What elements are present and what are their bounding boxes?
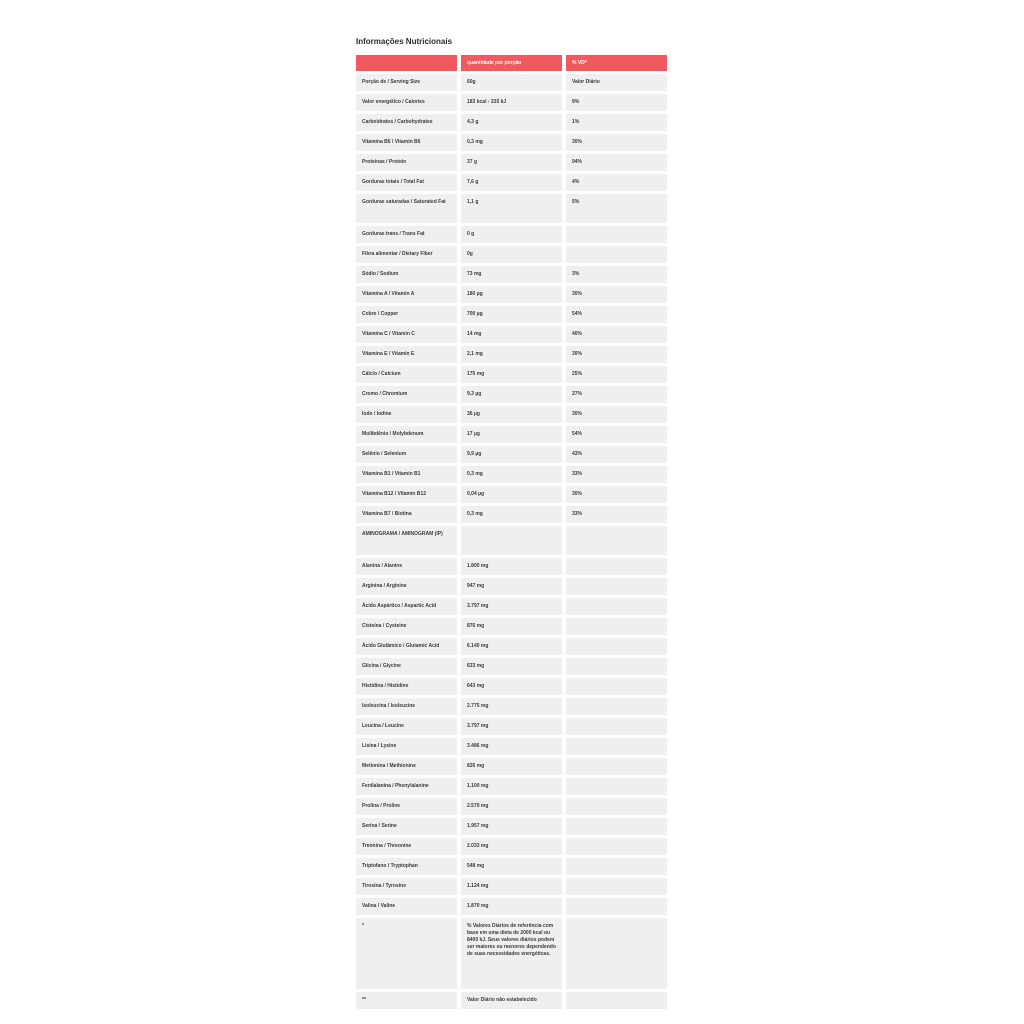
table-cell-dv [566,74,667,91]
table-cell-dv [566,386,667,403]
table-cell-amount [461,598,562,615]
table-cell-name [356,286,457,303]
table-cell-dv [566,154,667,171]
cell-text: Carboidratos / Carbohydrates [362,119,433,125]
table-cell-amount [461,366,562,383]
table-cell-dv [566,286,667,303]
table-cell-name [356,134,457,151]
cell-text: Valina / Valine [362,903,396,909]
table-cell-name [356,678,457,695]
table-cell-amount [461,618,562,635]
table-cell-amount [461,778,562,795]
table-cell-amount [461,74,562,91]
table-cell-name [356,618,457,635]
cell-text: Gorduras trans / Trans Fat [362,231,425,237]
cell-text: 633 mg [467,663,485,669]
table-cell-amount [461,426,562,443]
cell-text: Cobre / Copper [362,311,399,317]
table-cell-name [356,898,457,915]
cell-text: 1.870 mg [467,903,489,909]
cell-text: 3.797 mg [467,723,489,729]
cell-text: Arginina / Arginine [362,583,407,589]
cell-text: 9% [572,99,580,105]
cell-text: 0 g [467,231,475,237]
table-cell-dv [566,466,667,483]
cell-text: 183 kcal - 335 kJ [467,99,507,105]
cell-text: Iodo / Iodine [362,411,392,417]
cell-text: Sódio / Sodium [362,271,399,277]
cell-text: 5% [572,199,580,205]
cell-text: 43% [572,451,583,457]
cell-text: * [362,923,364,929]
cell-text: Gorduras saturadas / Saturated Fat [362,199,446,205]
table-cell-amount [461,678,562,695]
cell-text: 0,04 µg [467,491,485,497]
table-cell-dv [566,992,667,1009]
cell-text: Valor Diário não estabelecido [467,997,537,1003]
cell-text: 1.800 mg [467,563,489,569]
cell-text: 30% [572,491,583,497]
table-cell-name [356,94,457,111]
nutrition-info [356,36,667,1009]
cell-text: 54% [572,311,583,317]
nutrition-table [356,55,667,1009]
table-cell-name [356,346,457,363]
cell-text: 17 µg [467,431,480,437]
cell-text: Porção de / Serving Size [362,79,421,85]
table-cell-name [356,446,457,463]
cell-text: Selênio / Selenium [362,451,407,457]
table-cell-name [356,638,457,655]
table-cell-dv [566,818,667,835]
cell-text: Ácido Aspártico / Aspartic Acid [362,603,437,609]
table-cell-name [356,992,457,1009]
cell-text: Vitamina B7 / Biotina [362,511,412,517]
cell-text: 40% [572,331,583,337]
table-cell-amount [461,658,562,675]
cell-text: Leucina / Leucine [362,723,404,729]
cell-text: 2.775 mg [467,703,489,709]
table-cell-dv [566,486,667,503]
cell-text: 947 mg [467,583,485,589]
header-daily-value [566,55,667,71]
table-cell-dv [566,758,667,775]
table-cell-dv [566,506,667,523]
table-cell-name [356,778,457,795]
table-cell-dv [566,738,667,755]
cell-text: 2.033 mg [467,843,489,849]
table-cell-dv [566,406,667,423]
cell-text: 9,3 µg [467,391,482,397]
cell-text: Histidina / Histidine [362,683,409,689]
table-cell-amount [461,466,562,483]
table-cell-dv [566,226,667,243]
table-cell-amount [461,698,562,715]
table-cell-name [356,526,457,555]
table-cell-name [356,738,457,755]
table-cell-amount [461,878,562,895]
cell-text: 1.124 mg [467,883,489,889]
table-cell-dv [566,778,667,795]
cell-text: 1% [572,119,580,125]
cell-text: Fenilalanina / Phenylalanine [362,783,429,789]
header-amount-label: quantidade por porção [467,60,522,66]
cell-text: 548 mg [467,863,485,869]
table-cell-dv [566,194,667,223]
table-cell-amount [461,578,562,595]
table-cell-name [356,486,457,503]
table-cell-dv [566,526,667,555]
cell-text: 33% [572,471,583,477]
cell-text: Metionina / Methionine [362,763,416,769]
table-cell-name [356,698,457,715]
cell-text: Serina / Serine [362,823,397,829]
table-cell-amount [461,194,562,223]
table-cell-amount [461,94,562,111]
table-cell-name [356,578,457,595]
table-cell-name [356,386,457,403]
cell-text: 7,6 g [467,179,479,185]
cell-text: Molibdênio / Molybdenum [362,431,424,437]
table-cell-name [356,74,457,91]
table-cell-dv [566,858,667,875]
cell-text: 30% [572,291,583,297]
table-cell-amount [461,718,562,735]
table-cell-amount [461,386,562,403]
cell-text: 37 g [467,159,478,165]
table-cell-name [356,366,457,383]
cell-text: Treonina / Threonine [362,843,412,849]
cell-text: 94% [572,159,583,165]
cell-text: Isoleucina / Isoleucine [362,703,416,709]
table-cell-amount [461,266,562,283]
table-cell-dv [566,266,667,283]
header-nutrient [356,55,457,71]
cell-text: % Valores Diários de referência com base em uma dieta de 2000 kcal ou 8400 kJ. Seus valores diários podem ser maiores ou menores dependendo de suas necessidades energéticas. [467,923,556,957]
table-cell-name [356,838,457,855]
table-cell-amount [461,246,562,263]
cell-text: 27% [572,391,583,397]
table-cell-amount [461,286,562,303]
cell-text: 4% [572,179,580,185]
table-cell-amount [461,326,562,343]
cell-text: Prolina / Proline [362,803,401,809]
table-cell-amount [461,758,562,775]
table-cell-amount [461,858,562,875]
table-cell-dv [566,426,667,443]
cell-text: 876 mg [467,623,485,629]
table-cell-amount [461,798,562,815]
table-cell-amount [461,918,562,989]
table-cell-name [356,818,457,835]
cell-text: Vitamina B12 / Vitamin B12 [362,491,427,497]
table-cell-dv [566,678,667,695]
table-cell-amount [461,526,562,555]
header-amount [461,55,562,71]
table-cell-name [356,758,457,775]
cell-text: Valor energético / Calories [362,99,425,105]
cell-text: Ácido Glutâmico / Glutamic Acid [362,643,440,649]
table-cell-name [356,918,457,989]
table-cell-amount [461,738,562,755]
cell-text: 4,3 g [467,119,479,125]
table-cell-amount [461,134,562,151]
cell-text: 6.140 mg [467,643,489,649]
cell-text: Vitamina E / Vitamin E [362,351,415,357]
cell-text: ** [362,997,366,1003]
table-cell-name [356,858,457,875]
cell-text: 30% [572,411,583,417]
cell-text: Cisteína / Cysteine [362,623,407,629]
cell-text: Glicina / Glycine [362,663,401,669]
cell-text: 0g [467,251,473,257]
cell-text: 643 mg [467,683,485,689]
table-cell-dv [566,246,667,263]
cell-text: 0,3 mg [467,471,483,477]
table-cell-dv [566,94,667,111]
cell-text: 73 mg [467,271,482,277]
cell-text: Triptofano / Tryptophan [362,863,418,869]
table-cell-amount [461,838,562,855]
table-cell-amount [461,406,562,423]
table-cell-name [356,598,457,615]
cell-text: Vitamina B6 / Vitamin B6 [362,139,421,145]
table-cell-dv [566,698,667,715]
table-cell-amount [461,306,562,323]
cell-text: AMINOGRAMA / AMINOGRAM (IP) [362,531,443,537]
cell-text: 826 mg [467,763,485,769]
cell-text: Alanina / Alanine [362,563,403,569]
cell-text: Proteínas / Protein [362,159,407,165]
cell-text: 2,1 mg [467,351,483,357]
table-cell-name [356,246,457,263]
page-title: Informações Nutricionais [356,37,453,46]
table-cell-name [356,326,457,343]
table-cell-dv [566,798,667,815]
table-cell-name [356,306,457,323]
cell-text: 700 µg [467,311,483,317]
table-cell-name [356,174,457,191]
table-cell-dv [566,718,667,735]
table-cell-amount [461,346,562,363]
cell-text: 1.957 mg [467,823,489,829]
table-cell-dv [566,618,667,635]
table-cell-dv [566,134,667,151]
cell-text: 3.486 mg [467,743,489,749]
table-cell-name [356,506,457,523]
cell-text: 0,3 mg [467,511,483,517]
table-cell-amount [461,154,562,171]
table-cell-dv [566,326,667,343]
table-cell-name [356,194,457,223]
cell-text: 14 mg [467,331,482,337]
cell-text: Vitamina C / Vitamin C [362,331,415,337]
cell-text: Gorduras totais / Total Fat [362,179,424,185]
table-cell-name [356,154,457,171]
table-cell-name [356,718,457,735]
table-cell-dv [566,578,667,595]
table-cell-dv [566,598,667,615]
cell-text: 54% [572,431,583,437]
table-cell-dv [566,174,667,191]
table-cell-dv [566,306,667,323]
table-cell-name [356,266,457,283]
table-cell-dv [566,558,667,575]
table-cell-dv [566,114,667,131]
cell-text: Vitamina B1 / Vitamin B1 [362,471,421,477]
table-cell-dv [566,446,667,463]
cell-text: Vitamina A / Vitamin A [362,291,415,297]
table-cell-dv [566,838,667,855]
cell-text: 3.797 mg [467,603,489,609]
table-cell-amount [461,114,562,131]
table-cell-dv [566,878,667,895]
table-cell-amount [461,898,562,915]
table-cell-dv [566,918,667,989]
cell-text: 25% [572,371,583,377]
table-cell-amount [461,638,562,655]
table-cell-name [356,798,457,815]
table-cell-dv [566,638,667,655]
table-cell-amount [461,486,562,503]
header-daily-value-label: % VD* [572,60,587,66]
cell-text: Cálcio / Calcium [362,371,401,377]
table-cell-amount [461,174,562,191]
cell-text: 36 µg [467,411,480,417]
table-cell-name [356,226,457,243]
cell-text: Cromo / Chromium [362,391,408,397]
cell-text: 60g [467,79,476,85]
table-cell-amount [461,226,562,243]
table-cell-dv [566,346,667,363]
cell-text: 1,1 g [467,199,479,205]
table-cell-dv [566,658,667,675]
cell-text: 2.570 mg [467,803,489,809]
table-cell-amount [461,818,562,835]
cell-text: 3% [572,271,580,277]
cell-text: Fibra alimentar / Dietary Fiber [362,251,433,257]
table-cell-name [356,406,457,423]
cell-text: 9,9 µg [467,451,482,457]
cell-text: 30% [572,139,583,145]
cell-text: 175 mg [467,371,485,377]
cell-text: Tirosina / Tyrosine [362,883,406,889]
cell-text: 33% [572,511,583,517]
table-cell-amount [461,446,562,463]
table-cell-name [356,658,457,675]
table-cell-dv [566,898,667,915]
cell-text: Lisina / Lysine [362,743,397,749]
cell-text: Valor Diário [572,79,600,85]
cell-text: 1.100 mg [467,783,489,789]
table-cell-dv [566,366,667,383]
table-cell-amount [461,506,562,523]
table-cell-amount [461,992,562,1009]
table-cell-name [356,114,457,131]
cell-text: 30% [572,351,583,357]
cell-text: 180 µg [467,291,483,297]
table-cell-name [356,466,457,483]
cell-text: 0,3 mg [467,139,483,145]
table-cell-amount [461,558,562,575]
table-cell-name [356,426,457,443]
table-cell-name [356,878,457,895]
table-cell-name [356,558,457,575]
